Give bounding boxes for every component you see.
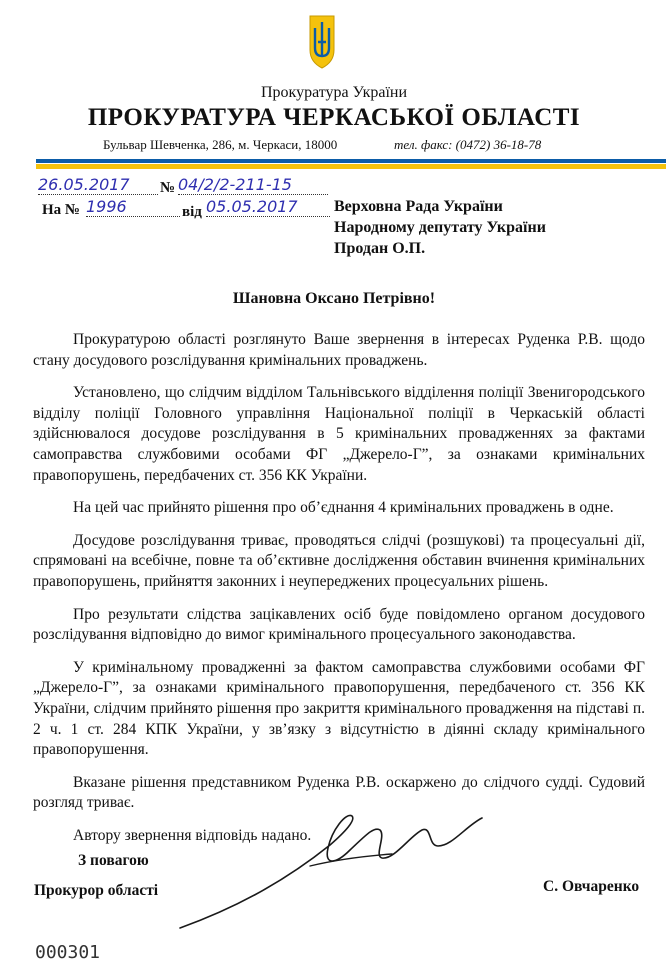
outgoing-date: 26.05.2017: [38, 175, 158, 195]
agency-address: Бульвар Шевченка, 286, м. Черкаси, 18000: [103, 137, 338, 152]
incoming-number: 1996: [86, 197, 180, 217]
paragraph: На цей час прийнято рішення про об’єднання 4 кримінальних проваджень в одне.: [73, 499, 614, 517]
flag-stripe-blue: [36, 159, 666, 163]
handwritten-signature-icon: [160, 800, 520, 940]
outgoing-number-label: №: [160, 180, 176, 196]
paragraph: Вказане рішення представником Руденка Р.В. оскаржено до слідчого судді. Судовий розгляд триває.: [33, 773, 645, 812]
paragraph: Про результати слідства зацікавлених осіб буде повідомлено органом досудового розслідування відповідно до вимог кримінального процесуального законодавства.: [33, 605, 645, 644]
addressee-line-1: Верховна Рада України: [334, 198, 503, 215]
signer-name: С. Овчаренко: [543, 878, 640, 895]
paragraph: Прокуратурою області розглянуто Ваше звернення в інтересах Руденка Р.В. щодо стану досудового розслідування кримінальних проваджень.: [33, 331, 645, 369]
addressee-line-2: Народному депутату України: [334, 219, 546, 236]
incoming-number-label: На №: [42, 202, 80, 218]
addressee-line-3: Продан О.П.: [334, 240, 426, 257]
closing-regards: З повагою: [78, 852, 149, 869]
incoming-date-label: від: [182, 204, 202, 220]
agency-name-small: Прокуратура України: [260, 84, 408, 101]
coat-of-arms-icon: [308, 12, 336, 70]
flag-stripe-yellow: [36, 164, 666, 169]
document-serial-number: 000301: [35, 942, 101, 963]
paragraph: Установлено, що слідчим відділом Тальнівського відділення поліції Звенигородського відділу поліції Головного управління Національної поліції в Черкаській області здійснювалося досудове розслідування в 5 кримінальних провадженнях за фактами самоправства службовими особами ФГ „Джерело-Г”, за ознаками кримінальних правопорушень, передбачених ст. 356 КК України.: [33, 384, 645, 484]
letter-body: [33, 330, 645, 858]
paragraph: Досудове розслідування триває, проводяться слідчі (розшукові) та процесуальні дії, спрямовані на всебічне, повне та об’єктивне дослідження обставин вчинення кримінальних правопорушень, прийняття законних і неупереджених процесуальних рішень.: [33, 531, 645, 590]
incoming-date: 05.05.2017: [206, 197, 330, 217]
agency-phone: тел. факс: (0472) 36-18-78: [394, 137, 542, 152]
paragraph: Автору звернення відповідь надано.: [73, 826, 312, 844]
signer-position: Прокурор області: [34, 882, 159, 899]
addressee-block: [334, 196, 546, 259]
paragraph: У кримінальному провадженні за фактом самоправства службовими особами ФГ „Джерело-Г”, за ознаками кримінального правопорушення, передбаченого ст. 356 КК України, слідчим прийнято рішення про закриття кримінального провадження на підставі п. 2 ч. 1 ст. 284 КПК України, у зв’язку з відсутністю в діянні складу кримінального правопорушення.: [33, 658, 645, 759]
outgoing-number: 04/2/2-211-15: [178, 175, 328, 195]
agency-name-title: ПРОКУРАТУРА ЧЕРКАСЬКОЇ ОБЛАСТІ: [87, 104, 581, 131]
salutation: Шановна Оксано Петрівно!: [232, 290, 436, 307]
